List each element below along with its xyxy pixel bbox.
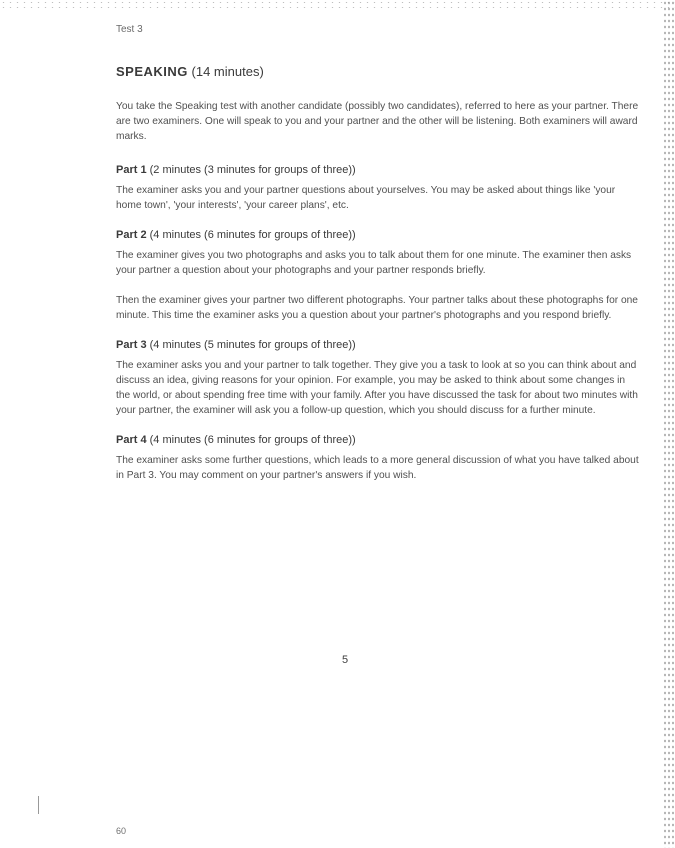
title-bold: SPEAKING — [116, 64, 188, 79]
part-1-duration: (2 minutes (3 minutes for groups of three)) — [146, 164, 356, 176]
part-3-label: Part 3 — [116, 339, 147, 351]
scan-noise-right-edge — [663, 0, 675, 848]
margin-mark — [38, 796, 39, 814]
main-content — [116, 64, 642, 499]
part-1-section — [116, 164, 642, 213]
part-2-section — [116, 229, 642, 323]
part-4-paragraph: The examiner asks some further questions, which leads to a more general discussion of what you have talked about in Part 3. You may comment on your partner's answers if you wish. — [116, 455, 639, 481]
part-2-paragraph-1: The examiner gives you two photographs and asks you to talk about them for one minute. The examiner then asks your partner a question about your photographs and your partner responds briefly. — [116, 250, 632, 276]
title-rest: (14 minutes) — [187, 64, 264, 79]
part-3-duration: (4 minutes (5 minutes for groups of three)) — [146, 339, 356, 351]
part-1-heading — [116, 164, 642, 176]
part-2-label: Part 2 — [116, 229, 147, 241]
part-4-duration: (4 minutes (6 minutes for groups of three)) — [146, 434, 356, 446]
part-4-heading — [116, 434, 642, 446]
page-title — [116, 64, 642, 79]
part-3-paragraph: The examiner asks you and your partner to talk together. They give you a task to look at so you can think about and discuss an idea, giving reasons for your opinion. For example, you may be asked to think about some changes in the world, or about spending free time with your family. After you have discussed the task for about two minutes with your partner, the examiner will ask you a follow-up question, which you should discuss for a further minute. — [116, 360, 638, 416]
part-3-section — [116, 339, 642, 418]
test-label: Test 3 — [116, 24, 143, 35]
page-number: 5 — [342, 654, 349, 666]
part-2-duration: (4 minutes (6 minutes for groups of three)) — [146, 229, 356, 241]
scan-noise-top — [0, 0, 675, 12]
footer-page-ref: 60 — [116, 826, 127, 836]
part-2-paragraph-2: Then the examiner gives your partner two different photographs. Your partner talks about these photographs for one minute. This time the examiner asks you a question about your partner's photographs and you respond briefly. — [116, 295, 638, 321]
intro-paragraph: You take the Speaking test with another candidate (possibly two candidates), referred to here as your partner. There are two examiners. One will speak to you and your partner and the other will be listening. Both examiners will award marks. — [116, 101, 639, 142]
part-3-heading — [116, 339, 642, 351]
part-1-paragraph: The examiner asks you and your partner questions about yourselves. You may be asked about things like 'your home town', 'your interests', 'your career plans', etc. — [116, 185, 616, 211]
part-4-label: Part 4 — [116, 434, 147, 446]
part-1-label: Part 1 — [116, 164, 147, 176]
part-2-heading — [116, 229, 642, 241]
part-4-section — [116, 434, 642, 483]
